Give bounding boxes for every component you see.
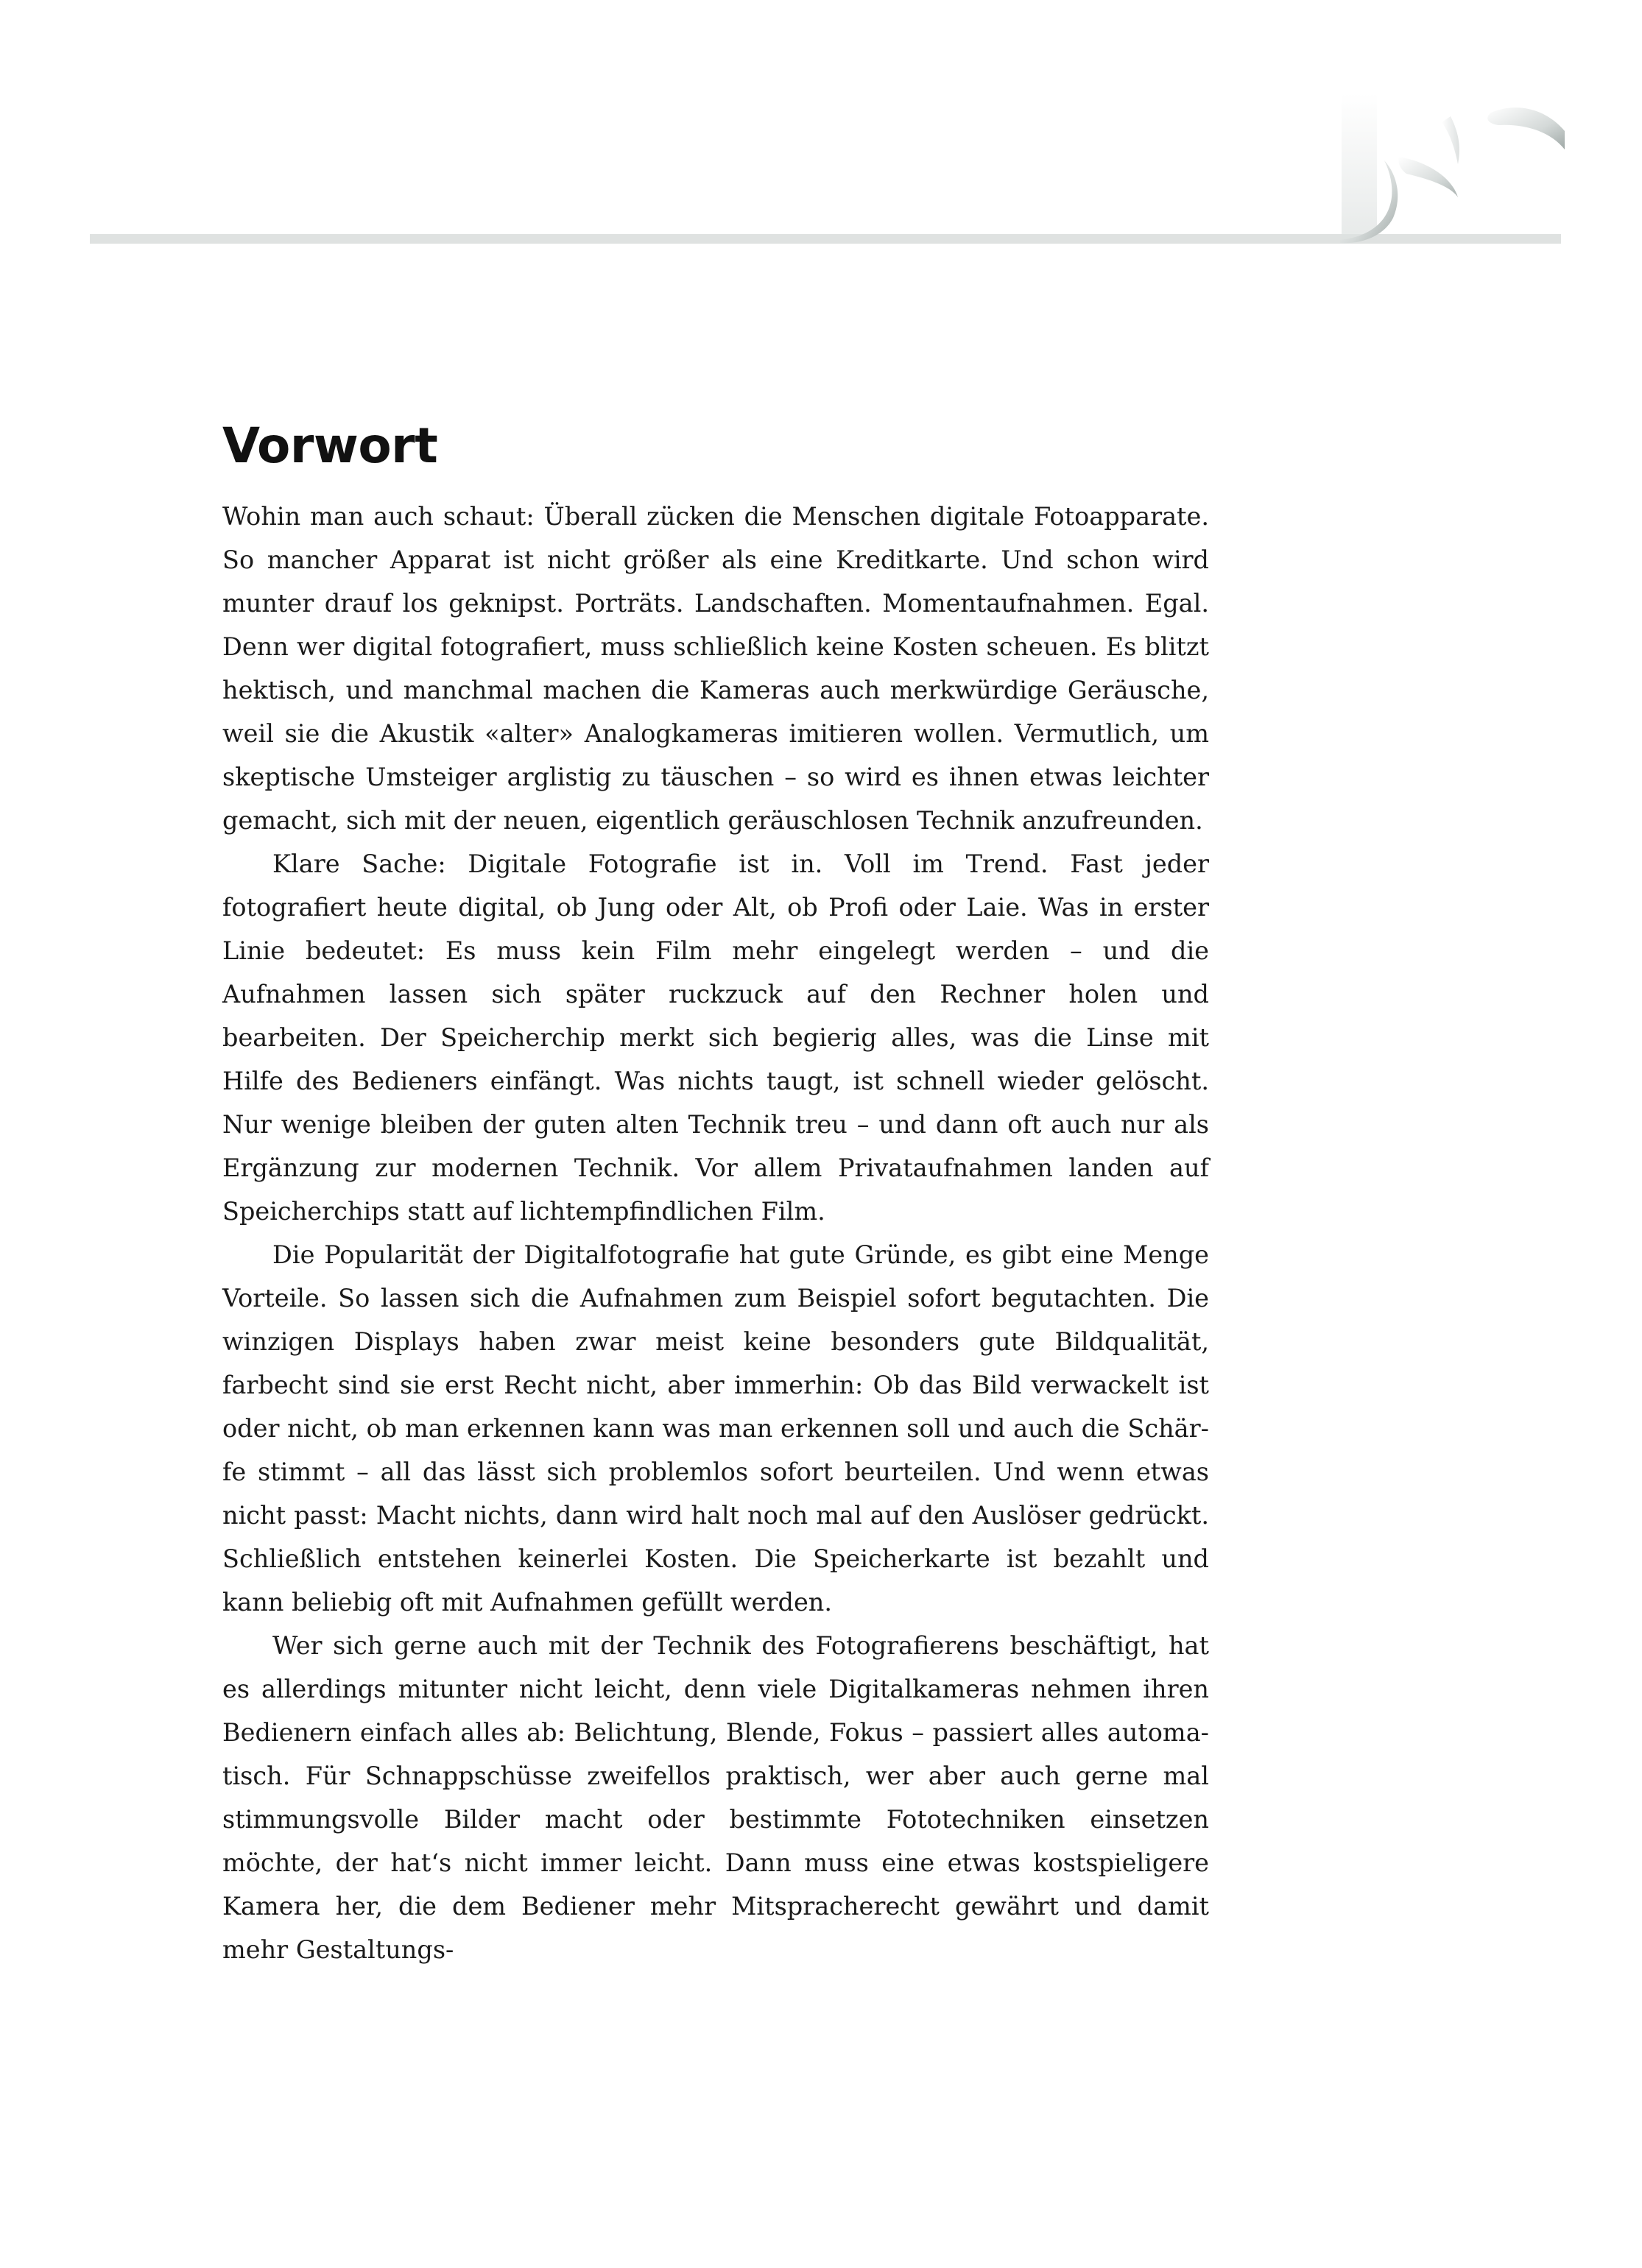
header-ornament-graphic	[1311, 87, 1565, 252]
paragraph: Die Popularität der Digitalfotografie hat gute Gründe, es gibt eine Menge Vorteile. So lassen sich die Aufnahmen zum Beispiel sofort begutachten. Die winzigen Displays haben zwar meist keine besonders gute Bildqualität, farbecht sind sie erst Recht nicht, aber immerhin: Ob das Bild verwackelt ist oder nicht, ob man erkennen kann was man erkennen soll und auch die Schärfe stimmt – all das lässt sich problemlos sofort beurteilen. Und wenn etwas nicht passt: Macht nichts, dann wird halt noch mal auf den Auslöser gedrückt. Schließlich entstehen keinerlei Kosten. Die Speicherkarte ist bezahlt und kann beliebig oft mit Aufnahmen gefüllt werden.	[222, 1240, 1209, 1617]
paragraph: Wer sich gerne auch mit der Technik des Fotografierens beschäftigt, hat es allerdings mitunter nicht leicht, denn viele Digitalkameras nehmen ihren Bedienern einfach alles ab: Belichtung, Blende, Fokus – passiert alles automatisch. Für Schnappschüsse zweifellos praktisch, wer aber auch gerne mal stimmungsvolle Bilder macht oder bestimmte Fototechniken einsetzen möchte, der hat‘s nicht immer leicht. Dann muss eine etwas kostspieligere Kamera her, die dem Bediener mehr Mitspracherecht gewährt und damit mehr Gestaltungs-	[222, 1631, 1209, 1964]
paragraph: Wohin man auch schaut: Überall zücken die Menschen digitale Fotoapparate. So mancher Apparat ist nicht größer als eine Kreditkarte. Und schon wird munter drauf los geknipst. Porträts. Landschaften. Momentaufnahmen. Egal. Denn wer digital fotografiert, muss schließlich keine Kosten scheuen. Es blitzt hektisch, und manchmal machen die Kameras auch merkwürdige Geräusche, weil sie die Akustik «alter» Analogkameras imitieren wollen. Vermutlich, um skeptische Umsteiger arglistig zu täuschen – so wird es ihnen etwas leichter gemacht, sich mit der neuen, eigentlich geräuschlosen Technik anzufreunden.	[222, 502, 1209, 835]
page-title: Vorwort	[222, 417, 438, 474]
paragraph: Klare Sache: Digitale Fotografie ist in. Voll im Trend. Fast jeder fotografiert heute digital, ob Jung oder Alt, ob Profi oder Laie. Was in erster Linie bedeutet: Es muss kein Film mehr eingelegt werden – und die Aufnahmen lassen sich später ruckzuck auf den Rechner holen und bearbeiten. Der Speicherchip merkt sich begierig alles, was die Linse mit Hilfe des Bedieners einfängt. Was nichts taugt, ist schnell wieder gelöscht. Nur wenige bleiben der guten alten Technik treu – und dann oft auch nur als Ergänzung zur modernen Technik. Vor allem Privataufnahmen landen auf Speicherchips statt auf lichtempfindlichen Film.	[222, 849, 1209, 1226]
body-text	[222, 495, 1209, 1971]
